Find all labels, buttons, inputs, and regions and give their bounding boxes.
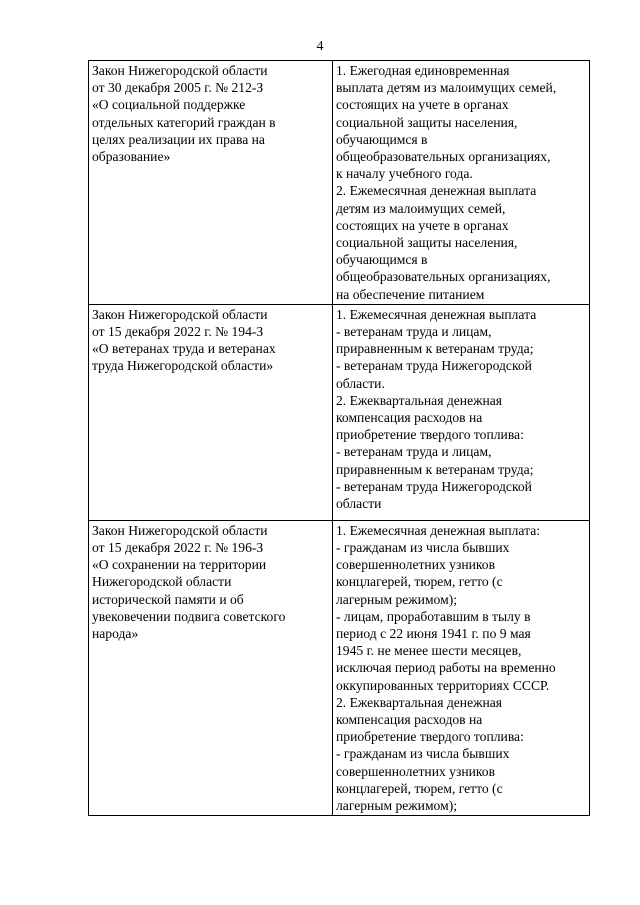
law-text-line: Закон Нижегородской области — [92, 63, 268, 78]
benefits-cell — [333, 520, 590, 815]
benefit-text-line: на обеспечение питанием — [336, 286, 485, 302]
law-text-line: Нижегородской области — [92, 574, 232, 590]
benefit-text-line: обучающимся в — [336, 131, 428, 147]
law-text-line: целях реализации их права на — [92, 131, 265, 147]
benefit-text-line: совершеннолетних узников — [336, 557, 496, 573]
law-text-line: Закон Нижегородской области — [92, 522, 268, 538]
benefit-text-line: социальной защиты населения, — [336, 235, 518, 251]
benefit-text-line: социальной защиты населения, — [336, 114, 518, 130]
law-text-line: «О ветеранах труда и ветеранах — [92, 341, 276, 357]
table-row — [89, 520, 590, 815]
table-row — [89, 61, 590, 305]
benefit-text-line: исключая период работы на временно — [336, 660, 556, 676]
law-text-line: отдельных категорий граждан в — [92, 114, 276, 130]
law-text-line: Закон Нижегородской области — [92, 306, 268, 322]
law-text-line: исторической памяти и об — [92, 591, 244, 607]
benefit-text-line: общеобразовательных организациях, — [336, 269, 551, 285]
laws-table — [88, 60, 590, 816]
benefit-text-line: состоящих на учете в органах — [336, 97, 509, 113]
law-cell — [89, 61, 333, 305]
benefits-cell — [333, 61, 590, 305]
law-text-line: образование» — [92, 149, 171, 165]
benefit-text-line: 1. Ежемесячная денежная выплата — [336, 306, 537, 322]
benefit-text-line: оккупированных территориях СССР. — [336, 677, 550, 693]
benefit-text-line: 2. Ежеквартальная денежная — [336, 392, 503, 408]
benefit-text-line: приравненным к ветеранам труда; — [336, 341, 534, 357]
benefit-text-line: - ветеранам труда и лицам, — [336, 444, 492, 460]
benefit-text-line: 2. Ежеквартальная денежная — [336, 694, 503, 710]
benefit-text-line: 1. Ежемесячная денежная выплата: — [336, 522, 541, 538]
benefit-text-line: общеобразовательных организациях, — [336, 149, 551, 165]
benefit-text-line: обучающимся в — [336, 252, 428, 268]
benefit-text-line: - гражданам из числа бывших — [336, 746, 510, 762]
law-text-line: от 15 декабря 2022 г. № 196-З — [92, 540, 264, 556]
benefit-text-line: концлагерей, тюрем, гетто (с — [336, 780, 503, 796]
law-text-line: от 15 декабря 2022 г. № 194-З — [92, 324, 264, 340]
benefit-text-line: приобретение твердого топлива: — [336, 729, 524, 745]
benefit-text-line: - ветеранам труда и лицам, — [336, 324, 492, 340]
law-text-line: труда Нижегородской области» — [92, 358, 274, 374]
benefits-cell — [333, 304, 590, 520]
benefit-text-line: - ветеранам труда Нижегородской — [336, 478, 532, 494]
law-text-line: «О социальной поддержке — [92, 97, 246, 113]
law-text-line: от 30 декабря 2005 г. № 212-З — [92, 80, 264, 96]
benefit-text-line: компенсация расходов на — [336, 712, 483, 728]
benefit-text-line: концлагерей, тюрем, гетто (с — [336, 574, 503, 590]
law-text-line: «О сохранении на территории — [92, 557, 267, 573]
benefit-text-line: приравненным к ветеранам труда; — [336, 461, 534, 477]
page-number: 4 — [316, 39, 324, 54]
benefit-text-line: области — [336, 496, 382, 512]
law-cell — [89, 520, 333, 815]
benefit-text-line: компенсация расходов на — [336, 410, 483, 426]
benefit-text-line: период с 22 июня 1941 г. по 9 мая — [336, 626, 531, 642]
benefit-text-line: - ветеранам труда Нижегородской — [336, 358, 532, 374]
benefit-text-line: выплата детям из малоимущих семей, — [336, 80, 557, 96]
benefit-text-line: к началу учебного года. — [336, 166, 473, 182]
law-text-line: народа» — [92, 626, 139, 642]
law-cell — [89, 304, 333, 520]
benefit-text-line: - гражданам из числа бывших — [336, 540, 510, 556]
table-row — [89, 304, 590, 520]
benefit-text-line: области. — [336, 375, 385, 391]
benefit-text-line: лагерным режимом); — [336, 591, 457, 607]
law-text-line: увековечении подвига советского — [92, 608, 286, 624]
benefit-text-line: совершеннолетних узников — [336, 763, 496, 779]
benefit-text-line: 1945 г. не менее шести месяцев, — [336, 643, 522, 659]
benefit-text-line: 1. Ежегодная единовременная — [336, 63, 510, 78]
benefit-text-line: состоящих на учете в органах — [336, 217, 509, 233]
benefit-text-line: 2. Ежемесячная денежная выплата — [336, 183, 537, 199]
benefit-text-line: лагерным режимом); — [336, 798, 457, 814]
benefit-text-line: детям из малоимущих семей, — [336, 200, 506, 216]
benefit-text-line: - лицам, проработавшим в тылу в — [336, 608, 531, 624]
benefit-text-line: приобретение твердого топлива: — [336, 427, 524, 443]
